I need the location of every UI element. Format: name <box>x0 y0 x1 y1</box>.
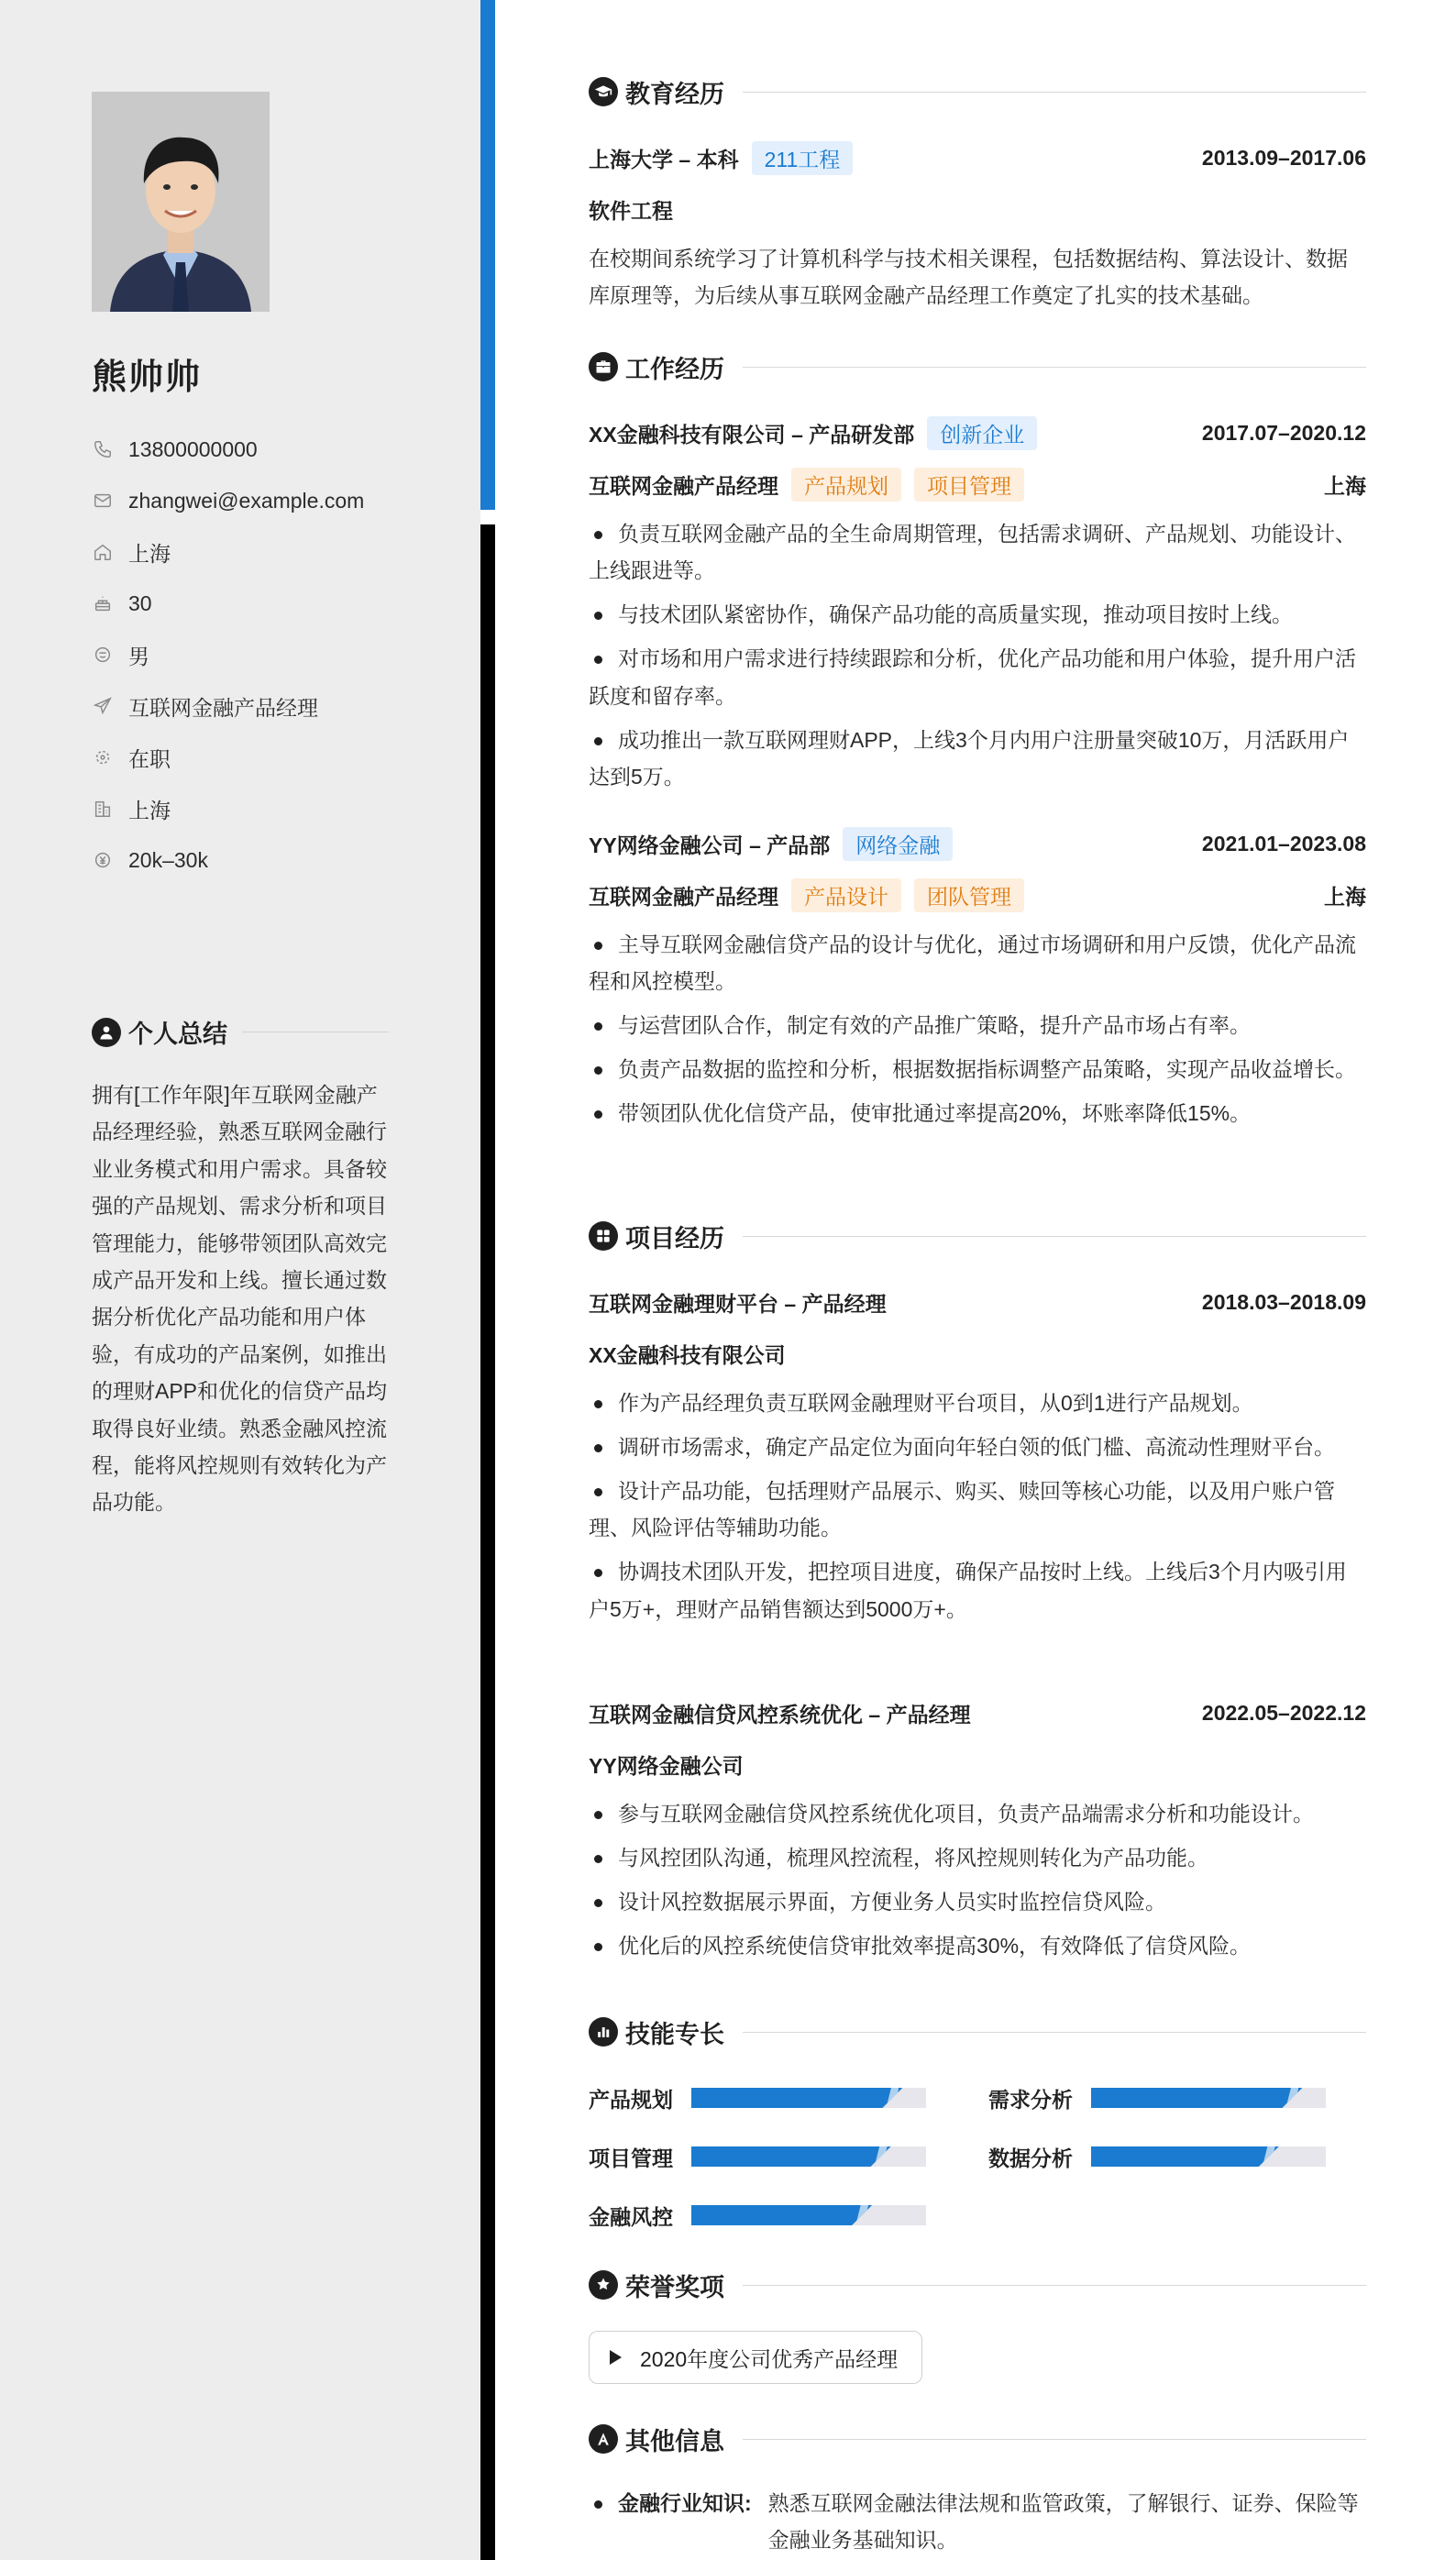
info-phone-text[interactable]: 13800000000 <box>128 436 258 461</box>
skill-item <box>589 2201 926 2230</box>
project-1-company-row <box>589 1337 1366 1370</box>
skill-name: 项目管理 <box>589 2146 673 2170</box>
education-desc: 在校期间系统学习了计算机科学与技术相关课程，包括数据结构、算法设计、数据库原理等，为后续从事互联网金融产品经理工作奠定了扎实的技术基础。 <box>589 247 1348 308</box>
list-item: 主导互联网金融信贷产品的设计与优化，通过市场调研和用户反馈，优化产品流程和风控模型。 <box>589 926 1366 1000</box>
info-job-title-text: 互联网金融产品经理 <box>128 695 318 720</box>
list-item: 调研市场需求，确定产品定位为面向年轻白领的低门槛、高流动性理财平台。 <box>589 1429 1366 1465</box>
job-2-tag: 网络金融 <box>843 827 953 861</box>
project-1-bullets <box>589 1385 1366 1635</box>
award-icon <box>589 2270 618 2300</box>
skill-bar <box>1091 2088 1302 2108</box>
skill-name: 产品规划 <box>589 2087 673 2112</box>
building-icon <box>92 798 114 820</box>
info-work-city-text: 上海 <box>128 798 171 822</box>
work-header <box>589 350 1366 383</box>
project-1-row <box>589 1286 1366 1319</box>
info-phone <box>92 424 364 475</box>
skill-track <box>691 2146 926 2167</box>
info-gender <box>92 629 364 680</box>
other-title: 其他信息 <box>625 2427 724 2455</box>
education-tag: 211工程 <box>752 141 854 175</box>
job-2-row <box>589 827 1366 860</box>
list-item: 协调技术团队开发，把控项目进度，确保产品按时上线。上线后3个月内吸引用户5万+，理财产品销售额达到5000万+。 <box>589 1553 1366 1628</box>
awards-divider <box>743 2285 1366 2286</box>
projects-header <box>589 1219 1366 1252</box>
play-icon <box>610 2350 622 2365</box>
salary-icon <box>92 849 114 871</box>
projects-divider <box>743 1236 1366 1237</box>
list-item: 优化后的风控系统使信贷审批效率提高30%，有效降低了信贷风险。 <box>589 1927 1366 1964</box>
summary-text: 拥有[工作年限]年互联网金融产品经理经验，熟悉互联网金融行业业务模式和用户需求。具备较强的产品规划、需求分析和项目管理能力，能够带领团队高效完成产品开发和上线。擅长通过数据分析优化产品功能和用户体验，有成功的产品案例，如推出的理财APP和优化的信贷产品均取得良好业绩。熟悉金融风控流程，能将风控规则有效转化为产品功能。 <box>92 1083 388 1515</box>
avatar-photo <box>92 92 270 312</box>
avatar-illustration <box>92 92 270 312</box>
skills-header <box>589 2015 1366 2048</box>
status-icon <box>92 746 114 768</box>
skill-item <box>589 2142 926 2171</box>
project-2-row <box>589 1696 1366 1729</box>
user-icon <box>92 1018 121 1047</box>
job-2-company: YY网络金融公司 – 产品部 <box>589 833 831 857</box>
project-1-date: 2018.03–2018.09 <box>1201 1289 1366 1314</box>
accent-bar-black <box>480 524 495 2560</box>
list-item: 作为产品经理负责互联网金融理财平台项目，从0到1进行产品规划。 <box>589 1385 1366 1421</box>
list-item: 负责产品数据的监控和分析，根据数据指标调整产品策略，实现产品收益增长。 <box>589 1051 1366 1087</box>
education-header <box>589 75 1366 108</box>
skill-bar <box>691 2205 872 2225</box>
skill-track <box>1091 2146 1326 2167</box>
phone-icon <box>92 438 114 460</box>
info-email-text[interactable]: zhangwei@example.com <box>128 488 365 513</box>
list-item: 带领团队优化信贷产品，使审批通过率提高20%，坏账率降低15%。 <box>589 1095 1366 1131</box>
info-salary <box>92 834 364 886</box>
skill-track <box>691 2088 926 2108</box>
skills-title: 技能专长 <box>625 2020 724 2048</box>
project-2-name: 互联网金融信贷风控系统优化 – 产品经理 <box>589 1702 971 1727</box>
skill-track <box>1091 2088 1326 2108</box>
gender-icon <box>92 644 114 666</box>
job-1-role: 互联网金融产品经理 <box>589 473 778 498</box>
bar-chart-icon <box>589 2017 618 2047</box>
project-1-company: XX金融科技有限公司 <box>589 1342 786 1367</box>
info-work-city <box>92 783 364 834</box>
list-item: 与运营团队合作，制定有效的产品推广策略，提升产品市场占有率。 <box>589 1007 1366 1043</box>
job-2-date: 2021.01–2023.08 <box>1201 831 1366 855</box>
education-title: 教育经历 <box>625 80 724 108</box>
job-2-skill-tag: 产品设计 <box>791 878 901 912</box>
project-2-company: YY网络金融公司 <box>589 1753 744 1778</box>
cake-icon <box>92 592 114 614</box>
summary-title: 个人总结 <box>128 1021 227 1048</box>
job-1-bullets <box>589 515 1366 802</box>
job-1-date: 2017.07–2020.12 <box>1201 420 1366 445</box>
job-1-skill-tag: 项目管理 <box>914 468 1024 502</box>
other-text: 熟悉互联网金融法律法规和监管政策，了解银行、证券、保险等金融业务基础知识。 <box>767 2491 1359 2553</box>
info-age <box>92 578 364 629</box>
project-2-company-row <box>589 1748 1366 1781</box>
skill-item <box>988 2142 1326 2171</box>
info-gender-text: 男 <box>128 644 149 668</box>
project-1-name: 互联网金融理财平台 – 产品经理 <box>589 1291 887 1316</box>
info-status <box>92 732 364 783</box>
info-icon <box>589 2424 618 2454</box>
job-1-role-row <box>589 468 1366 501</box>
list-item: 与风控团队沟通，梳理风控流程，将风控规则转化为产品功能。 <box>589 1839 1366 1876</box>
info-location-text: 上海 <box>128 541 171 566</box>
list-item: 设计产品功能，包括理财产品展示、购买、赎回等核心功能，以及用户账户管理、风险评估等辅助功能。 <box>589 1473 1366 1547</box>
job-1-skill-tag: 产品规划 <box>791 468 901 502</box>
skill-bar <box>691 2088 902 2108</box>
skill-item <box>589 2083 926 2113</box>
sidebar <box>0 0 480 2560</box>
accent-bar-blue <box>480 0 495 510</box>
list-item: 与技术团队紧密协作，确保产品功能的高质量实现，推动项目按时上线。 <box>589 596 1366 633</box>
info-age-text: 30 <box>128 590 152 615</box>
skill-track <box>691 2205 926 2225</box>
grid-icon <box>589 1221 618 1251</box>
awards-title: 荣誉奖项 <box>625 2273 724 2301</box>
education-major-row <box>589 193 1366 226</box>
other-header <box>589 2422 1366 2455</box>
projects-title: 项目经历 <box>625 1224 724 1252</box>
skill-name: 需求分析 <box>988 2087 1073 2112</box>
project-2-date: 2022.05–2022.12 <box>1201 1700 1366 1725</box>
info-location <box>92 526 364 578</box>
job-1-row <box>589 416 1366 449</box>
skill-name: 数据分析 <box>988 2146 1073 2170</box>
other-divider <box>743 2439 1366 2440</box>
list-item: 对市场和用户需求进行持续跟踪和分析，优化产品功能和用户体验，提升用户活跃度和留存率。 <box>589 640 1366 714</box>
bullet-dot <box>594 2500 602 2509</box>
job-2-skill-tag: 团队管理 <box>914 878 1024 912</box>
summary-header <box>92 1014 389 1050</box>
education-divider <box>743 92 1366 93</box>
awards-header <box>589 2268 1366 2301</box>
skills-divider <box>743 2032 1366 2033</box>
send-icon <box>92 695 114 717</box>
skill-item <box>988 2083 1326 2113</box>
home-icon <box>92 541 114 563</box>
job-2-role: 互联网金融产品经理 <box>589 884 778 909</box>
job-1-tag: 创新企业 <box>927 416 1037 450</box>
education-row <box>589 141 1366 174</box>
job-1-company: XX金融科技有限公司 – 产品研发部 <box>589 422 915 447</box>
candidate-name: 熊帅帅 <box>92 359 203 397</box>
other-item <box>589 2485 1366 2559</box>
education-date: 2013.09–2017.06 <box>1201 145 1366 170</box>
skill-name: 金融风控 <box>589 2204 673 2229</box>
info-status-text: 在职 <box>128 746 171 771</box>
list-item: 设计风控数据展示界面，方便业务人员实时监控信贷风险。 <box>589 1883 1366 1920</box>
info-email <box>92 475 364 526</box>
graduation-cap-icon <box>589 77 618 106</box>
work-divider <box>743 367 1366 368</box>
education-school: 上海大学 – 本科 <box>589 147 739 171</box>
project-2-bullets <box>589 1795 1366 1971</box>
contact-info-list <box>92 424 364 886</box>
education-major: 软件工程 <box>589 198 673 223</box>
info-job-title <box>92 680 364 732</box>
other-label: 金融行业知识: <box>618 2491 752 2515</box>
job-2-bullets <box>589 926 1366 1139</box>
skill-bar <box>691 2146 891 2167</box>
award-text: 2020年度公司优秀产品经理 <box>640 2346 899 2371</box>
mail-icon <box>92 490 114 512</box>
work-title: 工作经历 <box>625 355 724 383</box>
list-item: 成功推出一款互联网理财APP，上线3个月内用户注册量突破10万，月活跃用户达到5万。 <box>589 722 1366 796</box>
list-item: 参与互联网金融信贷风控系统优化项目，负责产品端需求分析和功能设计。 <box>589 1795 1366 1832</box>
job-2-city: 上海 <box>1324 884 1366 909</box>
award-item <box>589 2331 922 2384</box>
skill-bar <box>1091 2146 1279 2167</box>
briefcase-icon <box>589 352 618 381</box>
list-item: 负责互联网金融产品的全生命周期管理，包括需求调研、产品规划、功能设计、上线跟进等。 <box>589 515 1366 590</box>
info-salary-text: 20k–30k <box>128 847 208 872</box>
job-2-role-row <box>589 878 1366 911</box>
job-1-city: 上海 <box>1324 473 1366 498</box>
